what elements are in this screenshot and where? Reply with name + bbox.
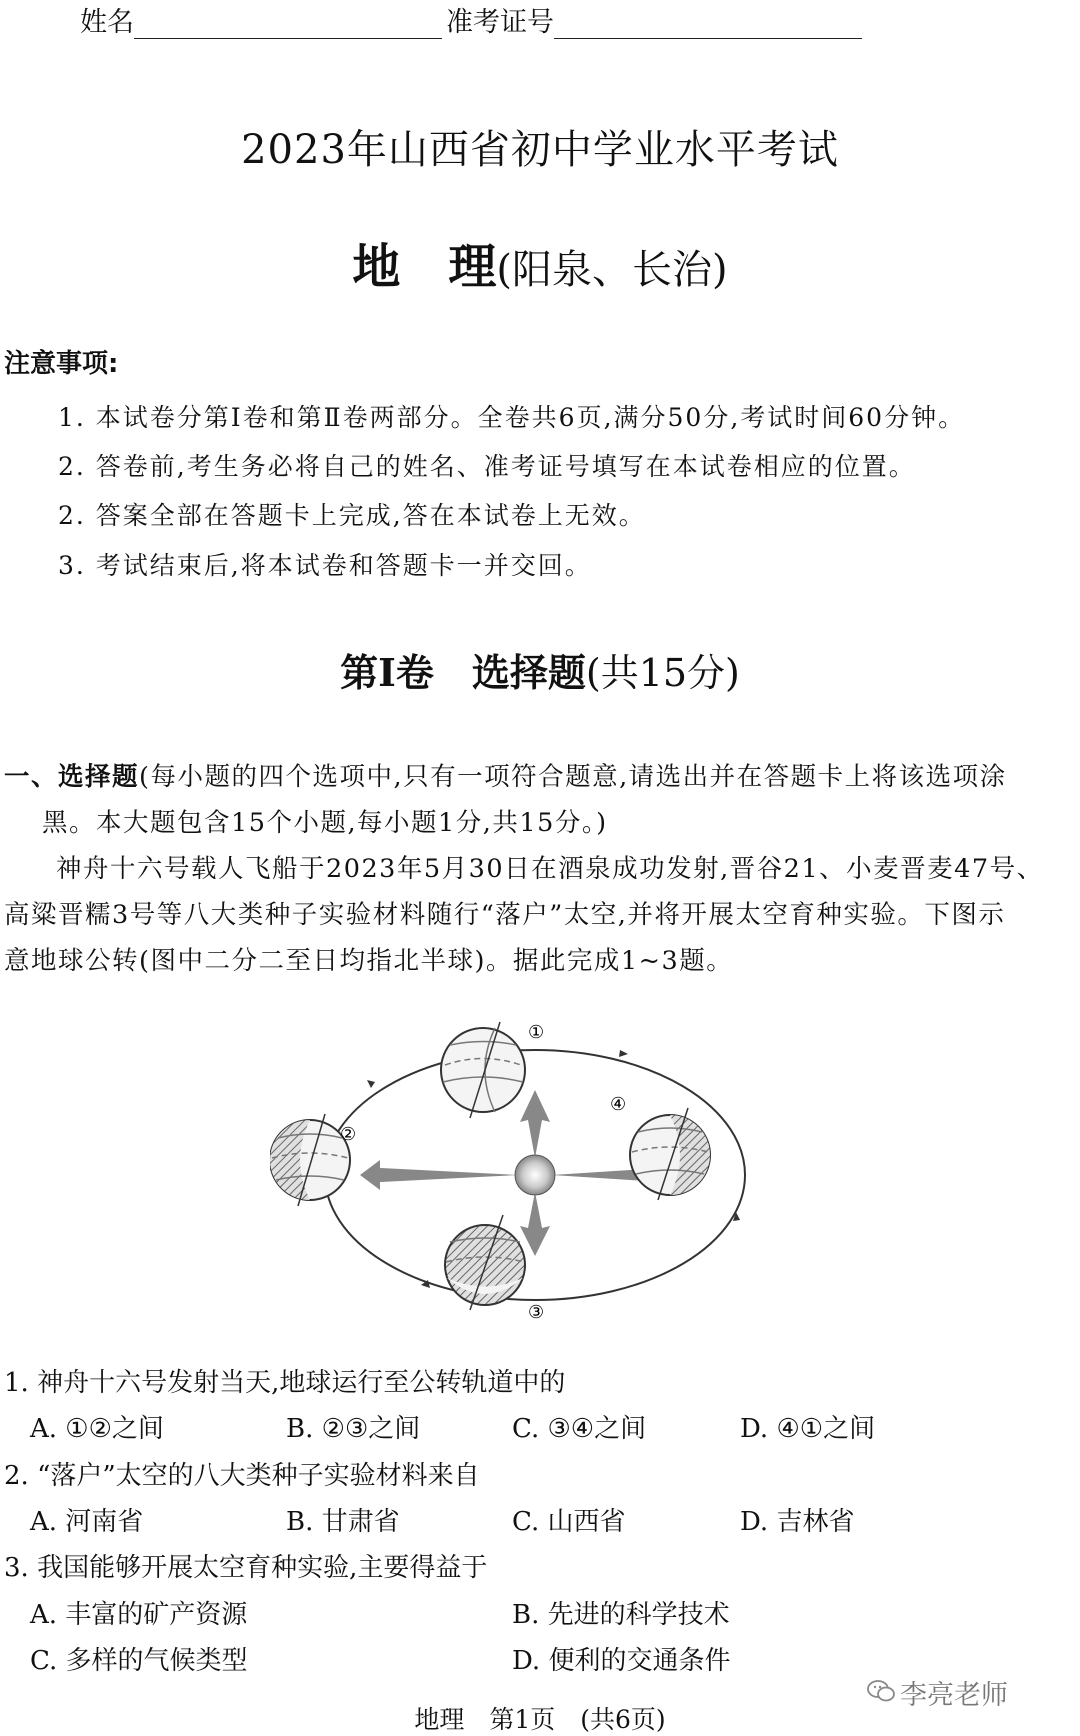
question-3-option-a[interactable]: A. 丰富的矿产资源 (30, 1600, 248, 1630)
question-2-option-b[interactable]: B. 甘肃省 (286, 1507, 400, 1537)
earth-position-4-icon (610, 1094, 710, 1200)
orbit-arrow-icon (619, 1050, 628, 1057)
question-1-option-a[interactable]: A. ①②之间 (30, 1414, 164, 1444)
section-title (0, 642, 1080, 697)
page-footer: 地理 第1页 (共6页) (414, 1705, 666, 1734)
sun-ray-arrow-icon (520, 1090, 550, 1158)
part1-instruction (4, 754, 1076, 984)
question-1-option-d[interactable]: D. ④①之间 (740, 1414, 876, 1444)
section-score: (共15分) (585, 651, 740, 695)
watermark-text: 李亮老师 (900, 1680, 1008, 1711)
subject-name: 地 理 (352, 239, 497, 295)
sun-ray-arrow-icon (520, 1192, 550, 1256)
label-1: ① (528, 1022, 545, 1043)
passage-line-2: 高粱晋糯3号等八大类种子实验材料随行“落户”太空,并将开展太空育种实验。下图示 (4, 900, 1006, 930)
label-4: ④ (610, 1094, 627, 1115)
question-2-option-a[interactable]: A. 河南省 (30, 1507, 144, 1537)
name-label: 姓名 (80, 7, 134, 38)
label-2: ② (340, 1124, 357, 1145)
passage-line-3: 意地球公转(图中二分二至日均指北半球)。据此完成1~3题。 (4, 946, 734, 976)
section-name: 第Ⅰ卷 选择题 (340, 650, 586, 695)
passage-line-1: 神舟十六号载人飞船于2023年5月30日在酒泉成功发射,晋谷21、小麦晋麦47号、 (56, 854, 1044, 884)
earth-revolution-figure (270, 1010, 810, 1350)
exam-id-blank[interactable] (554, 12, 862, 39)
label-3: ③ (528, 1302, 545, 1323)
sun-icon (515, 1155, 555, 1195)
notice-item: 3. 考试结束后,将本试卷和答题卡一并交回。 (58, 551, 592, 580)
question-2-stem: 2. “落户”太空的八大类种子实验材料来自 (4, 1461, 480, 1491)
subject-title (0, 228, 1080, 297)
earth-position-2-icon (270, 1114, 356, 1206)
question-1-option-c[interactable]: C. ③④之间 (512, 1414, 647, 1444)
question-1-option-b[interactable]: B. ②③之间 (286, 1414, 421, 1444)
question-3-stem: 3. 我国能够开展太空育种实验,主要得益于 (4, 1553, 488, 1583)
question-2-option-d[interactable]: D. 吉林省 (740, 1507, 855, 1537)
subject-region: (阳泉、长治) (496, 247, 728, 293)
instruction-line-2: 黑。本大题包含15个小题,每小题1分,共15分。) (42, 808, 608, 838)
notice-item: 2. 答案全部在答题卡上完成,答在本试卷上无效。 (58, 501, 646, 530)
notice-heading: 注意事项: (4, 349, 119, 379)
exam-id-label: 准考证号 (446, 7, 554, 38)
exam-title: 2023年山西省初中学业水平考试 (241, 127, 839, 173)
question-3-option-b[interactable]: B. 先进的科学技术 (512, 1600, 730, 1630)
notice-item: 2. 答卷前,考生务必将自己的姓名、准考证号填写在本试卷相应的位置。 (58, 452, 916, 481)
sun-ray-arrow-icon (360, 1160, 518, 1190)
instruction-line-1: (每小题的四个选项中,只有一项符合题意,请选出并在答题卡上将该选项涂 (139, 762, 1007, 792)
question-1-stem: 1. 神舟十六号发射当天,地球运行至公转轨道中的 (4, 1368, 566, 1398)
part1-heading: 一、选择题 (4, 762, 140, 792)
question-3-option-d[interactable]: D. 便利的交通条件 (512, 1646, 731, 1676)
question-2-option-c[interactable]: C. 山西省 (512, 1507, 626, 1537)
candidate-info-line (80, 0, 866, 39)
name-blank[interactable] (134, 12, 442, 39)
orbit-arrow-icon (367, 1080, 375, 1088)
notice-item: 1. 本试卷分第Ⅰ卷和第Ⅱ卷两部分。全卷共6页,满分50分,考试时间60分钟。 (58, 403, 966, 432)
question-3-option-c[interactable]: C. 多样的气候类型 (30, 1646, 248, 1676)
